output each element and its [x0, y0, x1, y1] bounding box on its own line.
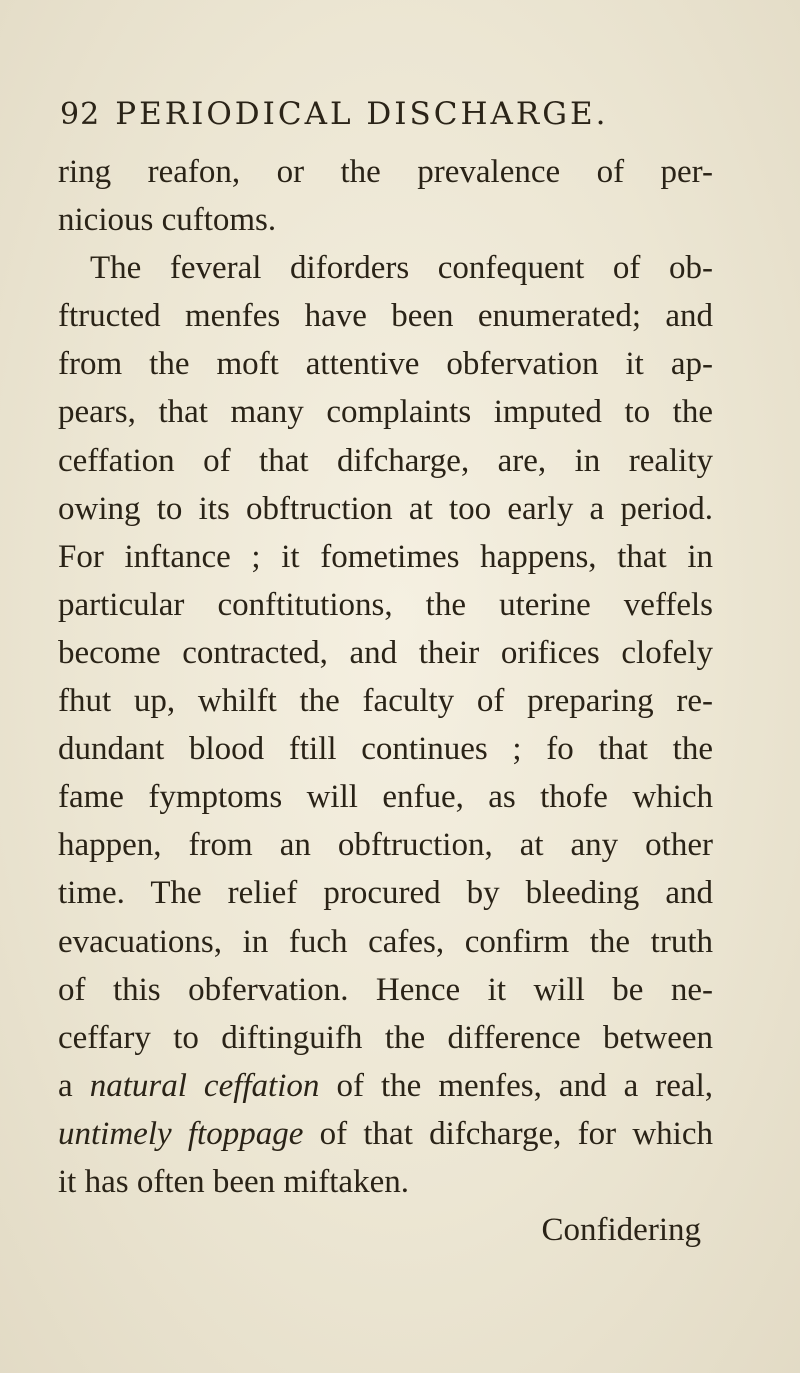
text-line: of this obfervation. Hence it will be ne-: [58, 971, 713, 1008]
text-line-with-italic: [58, 1110, 713, 1158]
italic-phrase: untimely ftoppage: [58, 1115, 304, 1152]
text-line: become contracted, and their orifices clofely: [58, 634, 713, 671]
text-line: nicious cuftoms.: [58, 202, 277, 239]
text-fragment: of that difcharge, for which: [319, 1115, 714, 1152]
text-line: fhut up, whilft the faculty of preparing re-: [58, 683, 713, 720]
text-line: particular conftitutions, the uterine veffels: [58, 586, 713, 623]
page-header: [60, 96, 608, 132]
text-line: For inftance ; it fometimes happens, that in: [58, 538, 713, 575]
text-line: time. The relief procured by bleeding and: [58, 875, 713, 912]
running-head: PERIODICAL DISCHARGE.: [115, 96, 609, 132]
text-line: ftructed menfes have been enumerated; and: [58, 298, 713, 335]
text-line: ceffary to diftinguifh the difference between: [58, 1019, 713, 1056]
text-line: ceffation of that difcharge, are, in reality: [58, 442, 713, 479]
italic-phrase: natural ceffation: [89, 1067, 320, 1104]
text-line: fame fymptoms will enfue, as thofe which: [58, 779, 713, 816]
body-text: [58, 148, 713, 1254]
text-line: owing to its obftruction at too early a period.: [58, 490, 713, 527]
text-line-with-italic: [58, 1062, 713, 1110]
text-line: happen, from an obftruction, at any other: [58, 827, 713, 864]
text-fragment: a: [58, 1067, 73, 1104]
text-line: dundant blood ftill continues ; fo that the: [58, 731, 713, 768]
text-line: ring reafon, or the prevalence of per-: [58, 154, 713, 190]
page-number: 92: [60, 97, 101, 132]
catchword: Confidering: [541, 1212, 701, 1249]
text-line: evacuations, in fuch cafes, confirm the truth: [58, 923, 713, 960]
text-line: it has often been miftaken.: [58, 1163, 409, 1200]
text-fragment: of the menfes, and a real,: [336, 1067, 714, 1104]
text-line: pears, that many complaints imputed to the: [58, 394, 713, 431]
paragraph-start-line: The feveral diforders confequent of ob-: [90, 250, 713, 287]
text-line: from the moft attentive obfervation it ap-: [58, 346, 713, 383]
